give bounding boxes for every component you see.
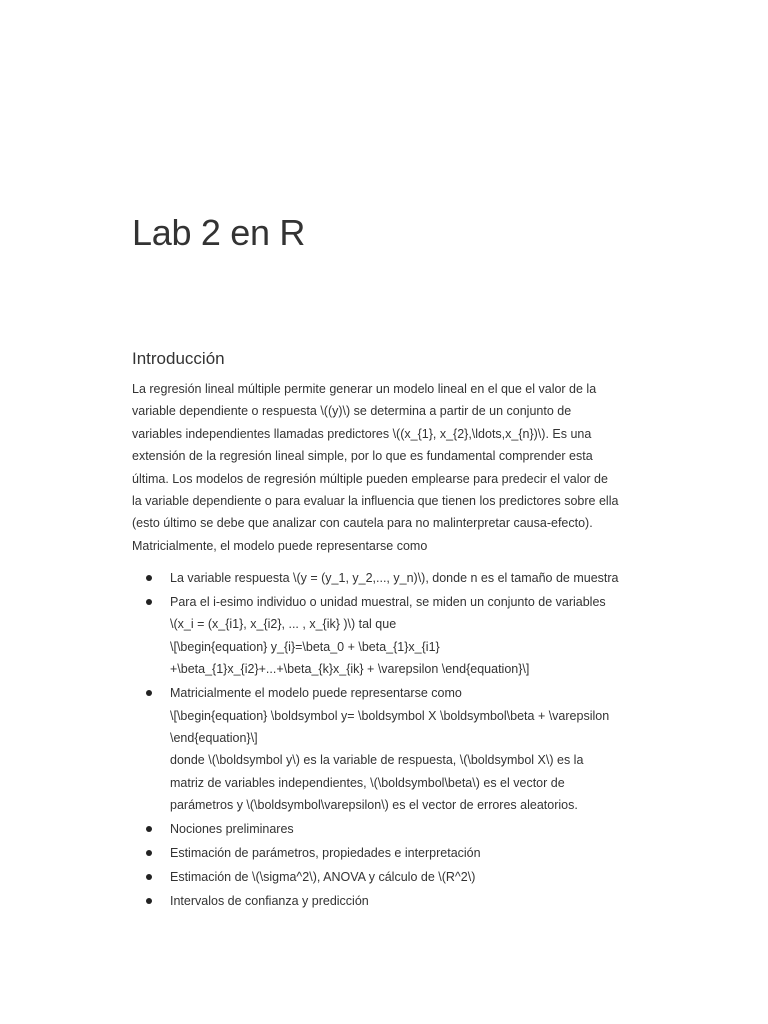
bullet-icon: [146, 850, 152, 856]
intro-line: (esto último se debe que analizar con cautela para no malinterpretar causa-efecto).: [132, 516, 593, 531]
intro-line: la variable dependiente o para evaluar la influencia que tienen los predictores sobre ella: [132, 494, 619, 509]
list-item: [132, 842, 652, 864]
list-item-line: parámetros y \(\boldsymbol\varepsilon\) es el vector de errores aleatorios.: [170, 798, 578, 813]
list-item-line: Matricialmente el modelo puede representarse como: [170, 686, 462, 701]
page-title: Lab 2 en R: [132, 212, 306, 253]
list-item: [132, 866, 652, 888]
list-item-line: Estimación de parámetros, propiedades e interpretación: [170, 846, 481, 861]
bullet-list: [132, 567, 652, 914]
intro-line: variable dependiente o respuesta \((y)\) se determina a partir de un conjunto de: [132, 404, 572, 419]
bullet-icon: [146, 826, 152, 832]
list-item: [132, 890, 652, 912]
intro-paragraph: [132, 378, 632, 557]
list-item-line: \[\begin{equation} y_{i}=\beta_0 + \beta_{1}x_{i1}: [170, 639, 440, 654]
section-heading-introduccion: Introducción: [132, 349, 225, 368]
list-item-line: Para el i-esimo individuo o unidad muestral, se miden un conjunto de variables: [170, 595, 606, 609]
intro-line: Matricialmente, el modelo puede representarse como: [132, 538, 428, 553]
list-item-line: \(x_i = (x_{i1}, x_{i2}, ... , x_{ik} )\) tal que: [170, 617, 397, 632]
list-item-line: Intervalos de confianza y predicción: [170, 894, 369, 909]
list-item: [132, 682, 652, 816]
list-item: [132, 818, 652, 840]
intro-line: variables independientes llamadas predictores \((x_{1}, x_{2},\ldots,x_{n})\). Es una: [132, 426, 592, 441]
bullet-icon: [146, 599, 152, 605]
list-item: [132, 591, 652, 681]
intro-line: La regresión lineal múltiple permite generar un modelo lineal en el que el valor de la: [132, 382, 597, 396]
intro-line: extensión de la regresión lineal simple, por lo que es fundamental comprender esta: [132, 449, 593, 464]
bullet-icon: [146, 874, 152, 880]
bullet-icon: [146, 575, 152, 581]
list-item-line: Estimación de \(\sigma^2\), ANOVA y cálculo de \(R^2\): [170, 870, 476, 885]
list-item-line: \end{equation}\]: [170, 731, 258, 746]
list-item-line: \[\begin{equation} \boldsymbol y= \boldsymbol X \boldsymbol\beta + \varepsilon: [170, 708, 610, 723]
list-item: [132, 567, 652, 589]
list-item-line: donde \(\boldsymbol y\) es la variable de respuesta, \(\boldsymbol X\) es la: [170, 753, 584, 768]
list-item-line: matriz de variables independientes, \(\boldsymbol\beta\) es el vector de: [170, 775, 565, 790]
bullet-icon: [146, 898, 152, 904]
bullet-icon: [146, 690, 152, 696]
intro-line: última. Los modelos de regresión múltiple pueden emplearse para predecir el valor de: [132, 471, 608, 486]
list-item-line: +\beta_{1}x_{i2}+...+\beta_{k}x_{ik} + \varepsilon \end{equation}\]: [170, 662, 530, 677]
list-item-line: Nociones preliminares: [170, 822, 294, 837]
list-item-line: La variable respuesta \(y = (y_1, y_2,..., y_n)\), donde n es el tamaño de muestra: [170, 571, 619, 585]
